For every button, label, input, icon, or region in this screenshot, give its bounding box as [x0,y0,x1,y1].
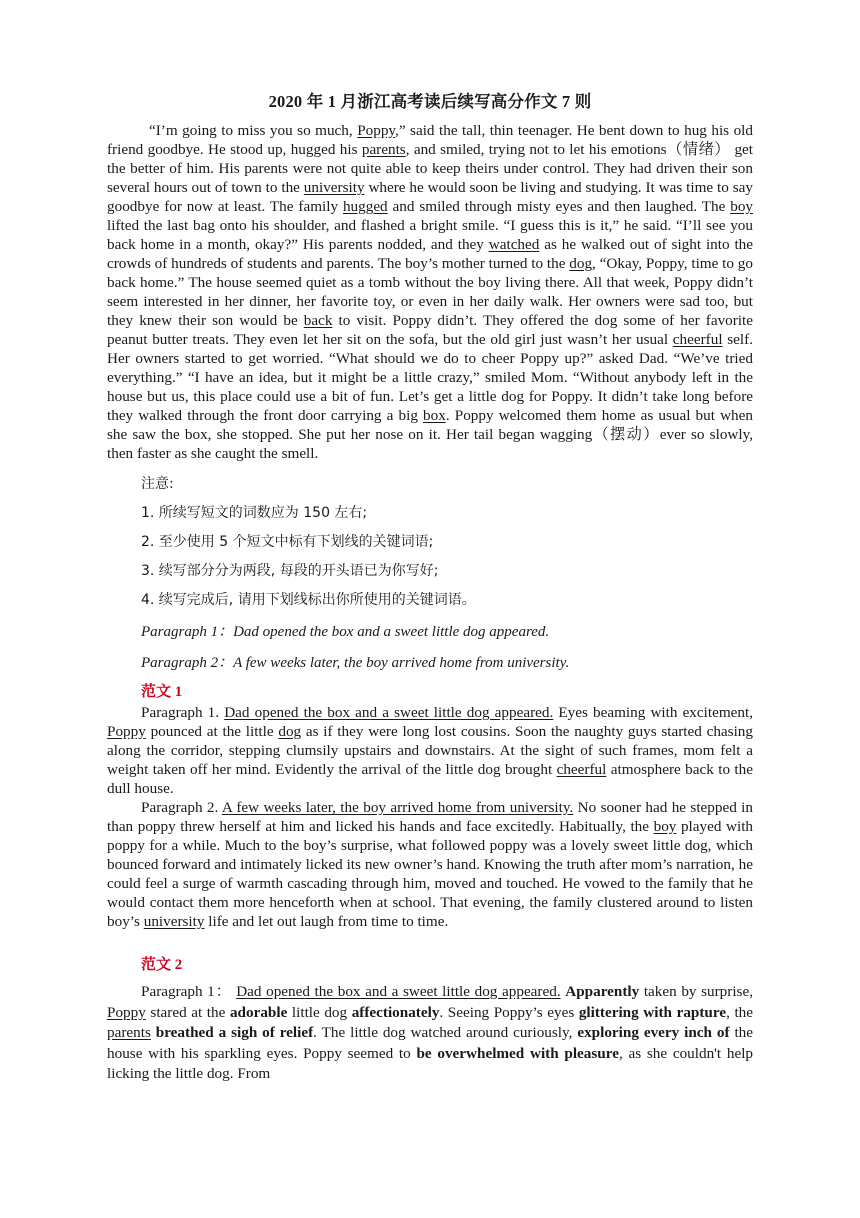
bold-phrase: glittering with rapture [578,1003,727,1021]
text-run: “I’m going to miss you so much, [149,122,358,139]
key-term: parents [107,1024,151,1041]
text-run: the house with his sparkling eyes. Poppy seemed to [107,1024,754,1062]
text-run: pounced at the little [145,723,279,740]
key-term: Poppy [357,122,396,139]
bold-phrase: breathed a sigh of relief [155,1024,314,1041]
text-run: , and smiled, trying not to let his emotions（情绪） get the better of him. His parents were not quite able to keep theirs under control. They had driven their son several hours out of town to the [107,141,753,196]
bold-phrase: Apparently [565,983,640,1000]
paragraph-1-prompt: Paragraph 1：Dad opened the box and a sweet little dog appeared. [141,624,550,640]
text-run: Paragraph 1： [141,983,237,1000]
key-term: Dad opened the box and a sweet little dog appeared. [224,704,554,721]
key-term: hugged [342,198,388,215]
text-run: stared at the [145,1003,230,1021]
key-term: watched [488,236,540,253]
sample-2-heading: 范文 2 [141,957,183,973]
note-item-3: 3. 续写部分分为两段, 每段的开头语已为你写好; [141,563,439,579]
key-term: dog [569,255,593,272]
bold-phrase: be overwhelmed with pleasure [416,1044,619,1062]
key-term: box [423,407,446,424]
text-run: and smiled through misty eyes and then laughed. The [387,198,731,215]
key-term: Poppy [107,723,146,740]
key-term: dog [278,723,302,740]
bold-phrase: adorable [229,1003,288,1021]
sample-1-paragraph-1 [107,703,753,798]
story-paragraph [107,121,753,463]
text-run: to visit. Poppy didn’t. They offered the dog some of her favorite peanut butter treats. They even let her sit on the sofa, but the old girl just wasn’t her usual [107,312,753,348]
text-run: life and let out laugh from time to time. [204,913,449,930]
text-run: self. Her owners started to get worried. “What should we do to cheer Poppy up?” asked Dad. “We’ve tried everything.” “I have an idea, but it might be a little crazy,” smiled Mom. “Without anybody left in the house but us, this place could use a bit of fun. Let’s get a little dog for Poppy. It didn’t take long before they walked through the front door carrying a big [107,331,753,424]
text-run: . Seeing Poppy’s eyes [439,1003,579,1021]
text-run: lifted the last bag onto his shoulder, and flashed a bright smile. “I guess this is it,” he said. “I’ll see you back home in a month, okay?” His parents nodded, and they [107,217,753,253]
text-run: No sooner had he stepped in than poppy threw herself at him and licked his hands and face excitedly. Habitually, the [107,799,753,835]
text-run: atmosphere back to the dull house. [107,761,753,797]
key-term: parents [361,141,406,158]
paragraph-2-prompt: Paragraph 2：A few weeks later, the boy arrived home from university. [141,655,570,671]
sample-1-heading: 范文 1 [141,684,183,700]
sample-2-paragraph-1 [107,982,753,1085]
bold-phrase: exploring every inch of [577,1024,730,1041]
text-run: , as she couldn't help licking the little dog. From [107,1044,754,1082]
text-run: Paragraph 2. [141,799,222,816]
text-run: , “Okay, Poppy, time to go back home.” The house seemed quiet as a tomb without the boy living there. All that week, Poppy didn’t seem interested in her dinner, her favorite toy, or even in her daily walk. Her owners were sad too, but they knew their son would be [107,255,753,329]
key-term: cheerful [672,331,723,348]
document-title: 2020 年 1 月浙江高考读后续写高分作文 7 则 [268,92,592,111]
note-item-4: 4. 续写完成后, 请用下划线标出你所使用的关键词语。 [141,592,476,608]
note-item-1: 1. 所续写短文的词数应为 150 左右; [141,505,368,521]
key-term: Poppy [107,1003,146,1021]
text-run: , the [726,1003,754,1021]
text-run: as if they were long lost cousins. Soon the naughty guys started chasing along the corridor, stepping clumsily upstairs and downstairs. At the sight of such frames, mom felt a weight taken off her mind. Evidently the arrival of the little dog brought [107,723,753,778]
text-run: as he walked out of sight into the crowds of hundreds of students and parents. The boy’s mother turned to the [107,236,754,272]
text-run: Eyes beaming with excitement, [553,704,753,721]
key-term: university [303,179,365,196]
key-term: boy [653,818,677,835]
text-run: played with poppy for a while. Much to the boy’s surprise, what followed poppy was a lovely sweet little dog, which bounced forward and intimately licked its new owner’s hand. Knowing the truth after mom’s narration, he could feel a surge of warmth cascading through him, moved and touched. He vowed to the family that he would contact them more henceforth when at school. That evening, the family clustered around to listen boy’s [107,818,754,930]
text-run: . Poppy welcomed them home as usual but when she saw the box, she stopped. She put her nose on it. Her tail began wagging（摆动）ever so slowly, then faster as she caught the smell. [107,407,753,462]
notes-heading: 注意: [141,476,174,492]
text-run: taken by surprise, [639,983,753,1000]
text-run: little dog [287,1003,352,1021]
key-term: cheerful [556,761,607,778]
sample-1-paragraph-2 [107,798,753,931]
key-term: A few weeks later, the boy arrived home from university. [221,799,574,816]
text-run: ,” said the tall, thin teenager. He bent down to hug his old friend goodbye. He stood up, hugged his [107,122,753,158]
bold-phrase: affectionately [351,1003,440,1021]
text-run: where he would soon be living and studying. It was time to say goodbye for now at least. The family [107,179,753,215]
key-term: boy [730,198,753,215]
text-run: . The little dog watched around curiously, [313,1024,578,1041]
text-run: Paragraph 1. [141,704,225,721]
key-term: university [143,913,205,930]
key-term: Dad opened the box and a sweet little dog appeared. [236,983,561,1000]
note-item-2: 2. 至少使用 5 个短文中标有下划线的关键词语; [141,534,434,550]
document-page [107,88,753,1085]
key-term: back [303,312,333,329]
